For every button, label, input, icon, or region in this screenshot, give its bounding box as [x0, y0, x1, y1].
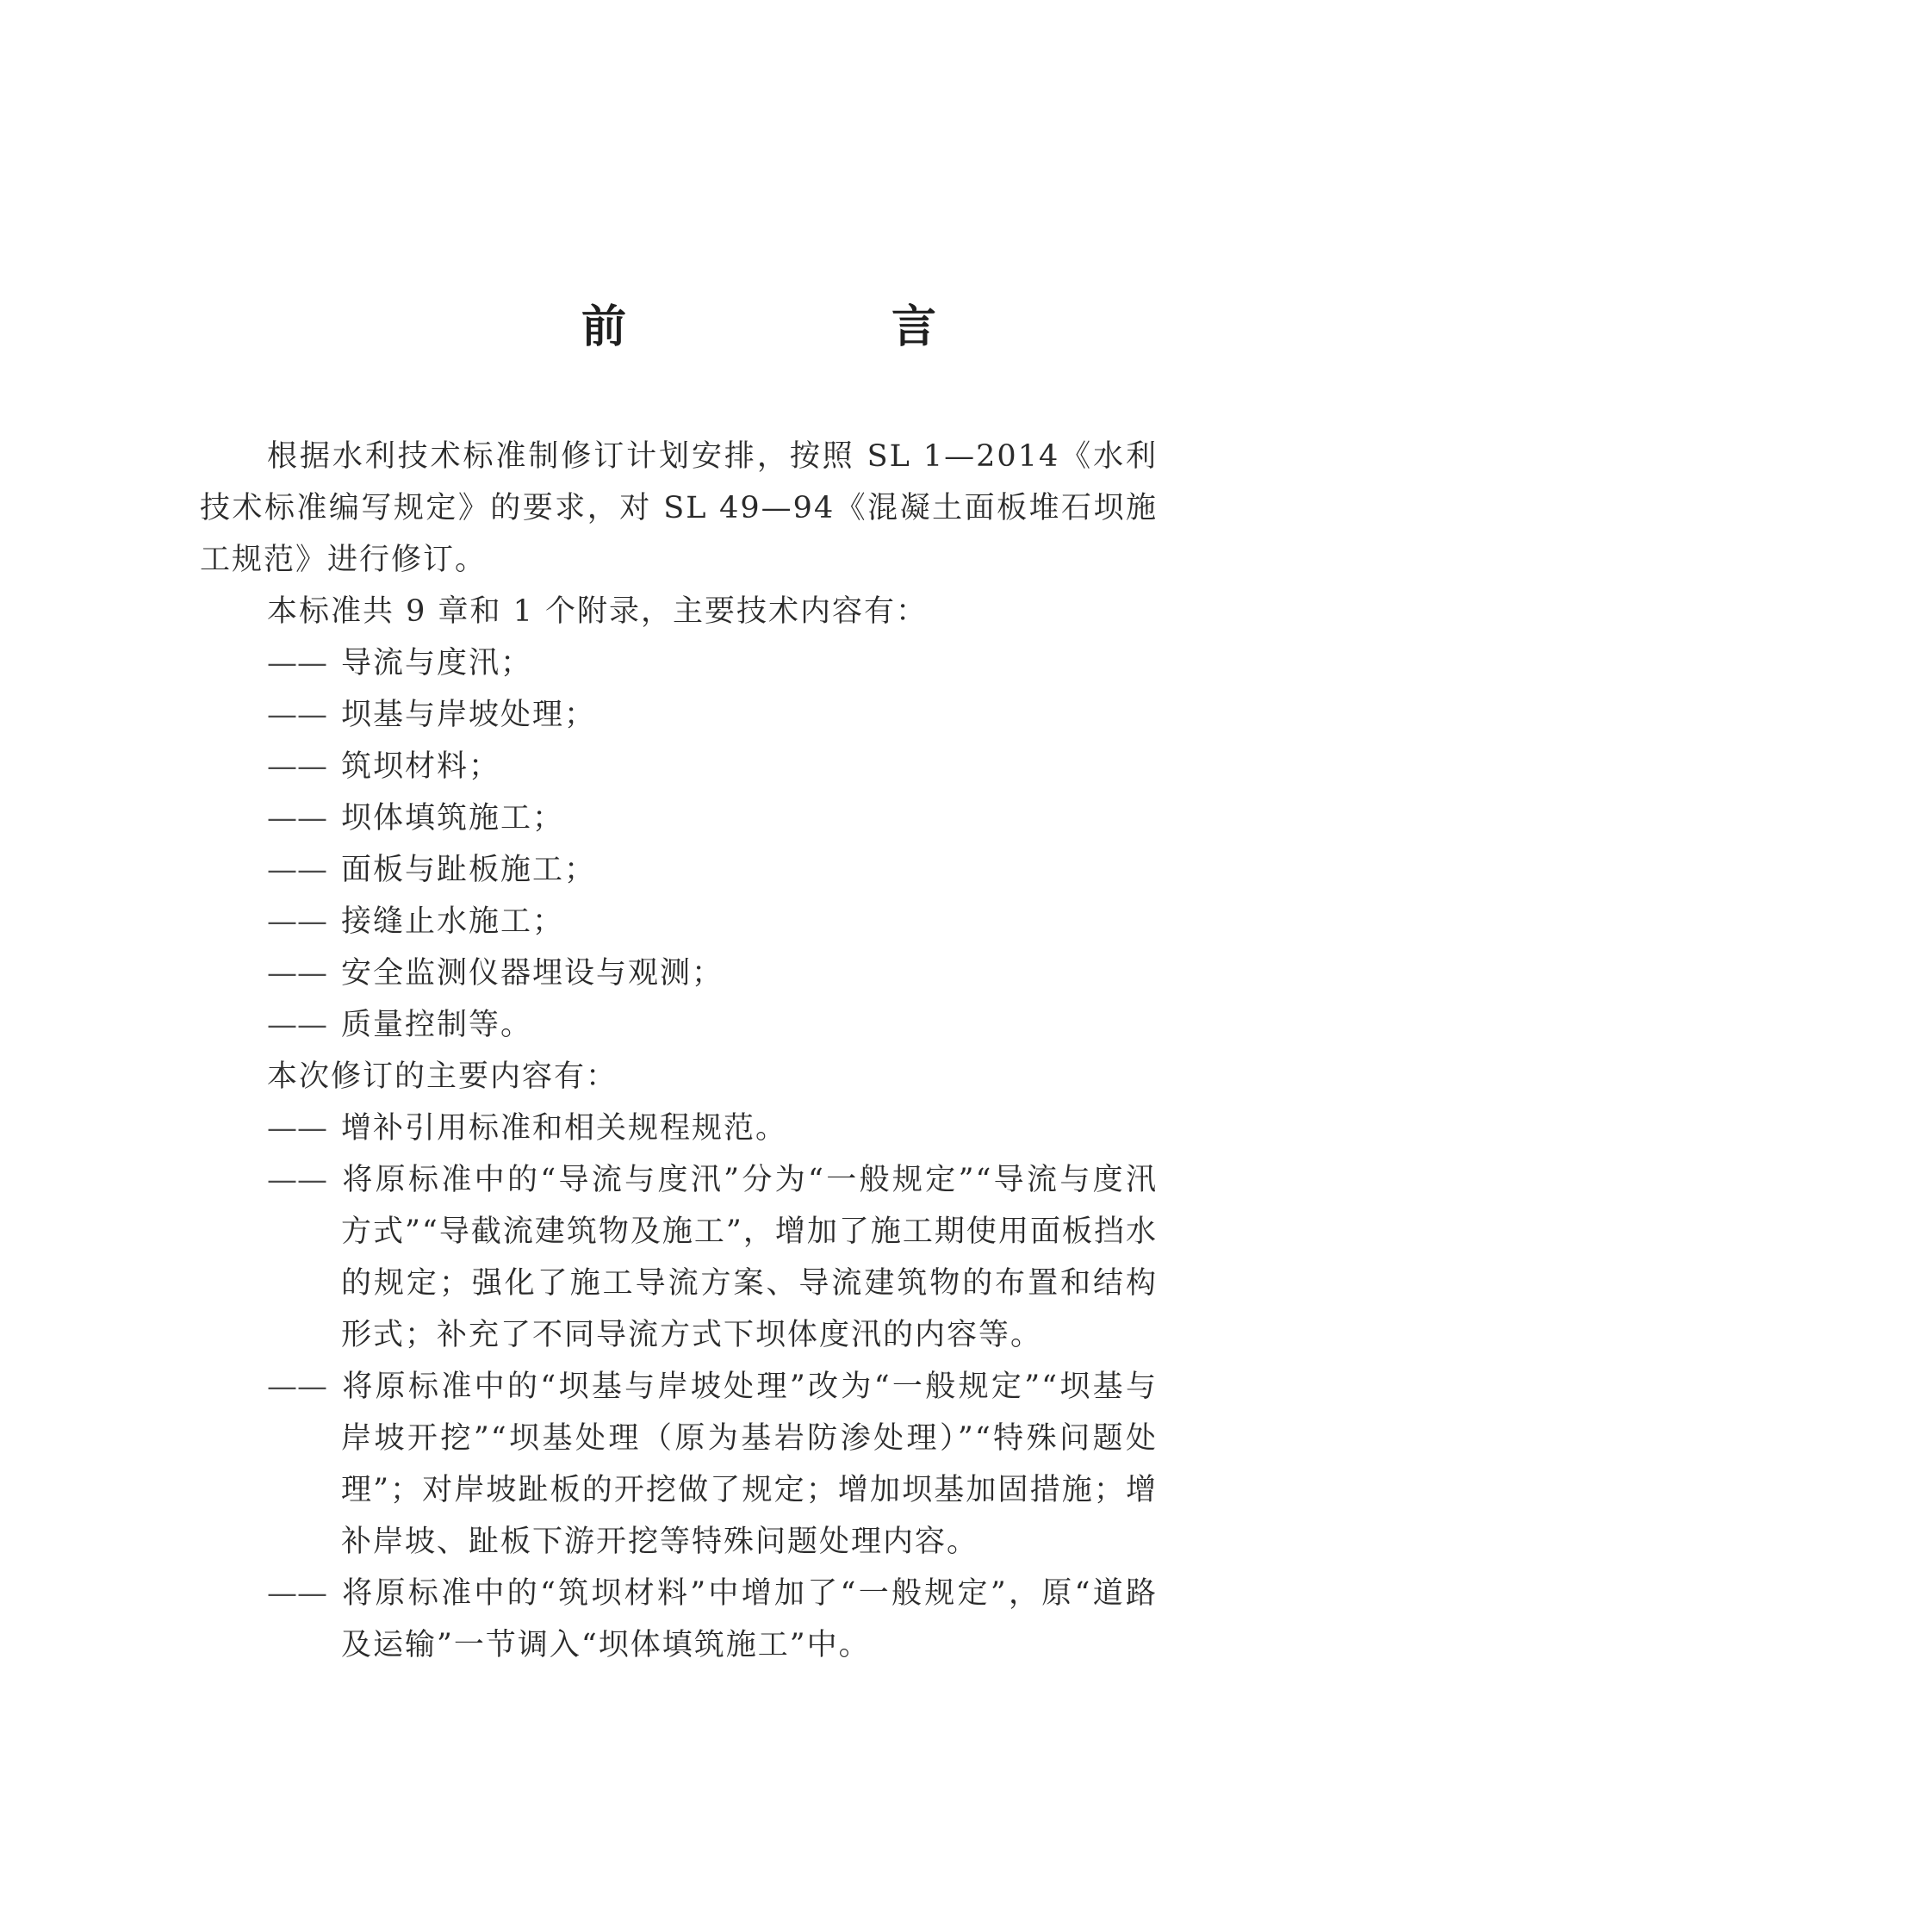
- list-item: [200, 637, 1158, 689]
- dash-mark: ——: [267, 853, 327, 887]
- dash-mark: ——: [267, 1576, 327, 1611]
- dash-mark: ——: [267, 749, 327, 784]
- dash-mark: ——: [267, 1008, 327, 1042]
- list-item: [200, 741, 1158, 792]
- list-item-text: 将原标准中的“导流与度汛”分为“一般规定”“导流与度汛方式”“导截流建筑物及施工”，增加了施工期使用面板挡水的规定；强化了施工导流方案、导流建筑物的布置和结构形式；补充了不同导流方式下坝体度汛的内容等。: [341, 1163, 1158, 1352]
- list-item-text: 筑坝材料；: [341, 749, 501, 784]
- list-item-text: 增补引用标准和相关规程规范。: [341, 1111, 788, 1146]
- list-item-text: 面板与趾板施工；: [341, 853, 597, 887]
- list-item: [200, 947, 1158, 999]
- dash-mark: ——: [267, 1163, 327, 1197]
- list-item: [200, 999, 1158, 1051]
- list-item-text: 接缝止水施工；: [341, 904, 565, 939]
- list-item: [200, 1361, 1158, 1568]
- dash-mark: ——: [267, 1111, 327, 1146]
- dash-mark: ——: [267, 646, 327, 680]
- list-item-text: 将原标准中的“筑坝材料”中增加了“一般规定”，原“道路及运输”一节调入“坝体填筑施工”中。: [341, 1576, 1158, 1662]
- dash-mark: ——: [267, 698, 327, 732]
- list-item: [200, 689, 1158, 741]
- list-item: [200, 1568, 1158, 1671]
- revision-list: [200, 1103, 1158, 1671]
- main-contents-list: [200, 637, 1158, 1051]
- dash-mark: ——: [267, 1370, 327, 1404]
- list-item-text: 坝基与岸坡处理；: [341, 698, 597, 732]
- list-item-text: 坝体填筑施工；: [341, 801, 565, 836]
- list-item: [200, 844, 1158, 896]
- page-title: 前 言: [581, 301, 1047, 353]
- list-item: [200, 1103, 1158, 1154]
- list-item-text: 质量控制等。: [341, 1008, 533, 1042]
- list-item: [200, 792, 1158, 844]
- dash-mark: ——: [267, 801, 327, 836]
- dash-mark: ——: [267, 956, 327, 991]
- revision-intro: 本次修订的主要内容有：: [267, 1059, 618, 1094]
- list-item: [200, 1154, 1158, 1361]
- list-item-text: 安全监测仪器埋设与观测；: [341, 956, 724, 991]
- document-body: [200, 431, 1158, 1671]
- list-item: [200, 896, 1158, 947]
- list-item-text: 导流与度汛；: [341, 646, 533, 680]
- contents-intro: 本标准共 9 章和 1 个附录，主要技术内容有：: [267, 594, 929, 629]
- intro-paragraph: 根据水利技术标准制修订计划安排，按照 SL 1—2014《水利技术标准编写规定》的要求，对 SL 49—94《混凝土面板堆石坝施工规范》进行修订。: [200, 439, 1158, 577]
- dash-mark: ——: [267, 904, 327, 939]
- list-item-text: 将原标准中的“坝基与岸坡处理”改为“一般规定”“坝基与岸坡开挖”“坝基处理（原为基岩防渗处理）”“特殊问题处理”；对岸坡趾板的开挖做了规定；增加坝基加固措施；增补岸坡、趾板下游开挖等特殊问题处理内容。: [341, 1370, 1158, 1559]
